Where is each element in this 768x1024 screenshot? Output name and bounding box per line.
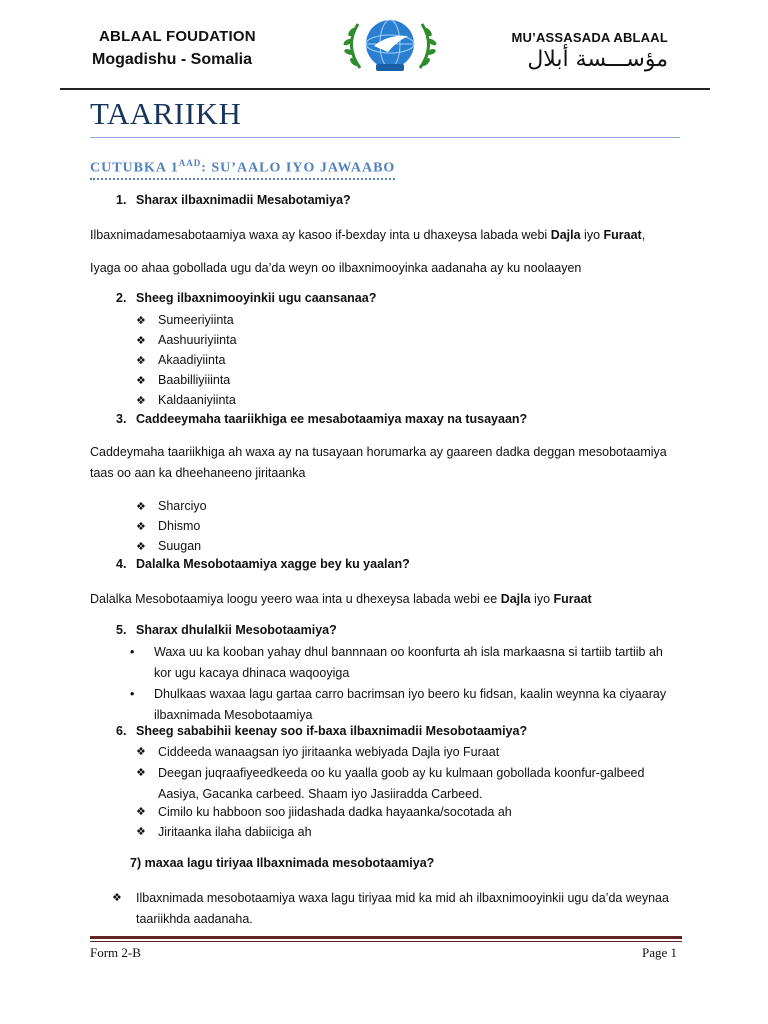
answer-4: Dalalka Mesobotaamiya loogu yeero waa inta u dhexeysa labada webi ee Dajla iyo Furaat (90, 592, 592, 606)
page-title: TAARIIKH (90, 96, 242, 131)
chapter-suffix: : SU’AALO IYO JAWAABO (201, 160, 396, 176)
diamond-bullet-icon: ❖ (136, 541, 146, 553)
diamond-bullet-icon: ❖ (136, 826, 146, 838)
org-name-somali: MU’ASSASADA ABLAAL (511, 30, 668, 45)
question-3: 3. Caddeeymaha taariikhiga ee mesabotaamiya maxay na tusayaan? (116, 412, 528, 426)
chapter-sup: AAD (178, 158, 202, 168)
diamond-bullet-icon: ❖ (136, 501, 146, 513)
foundation-logo (338, 12, 442, 78)
list-item: ❖ Akaadiyiinta (136, 350, 676, 371)
bullet-icon: • (130, 645, 135, 659)
question-5: 5. Sharax dhulalkii Mesobotaamiya? (116, 623, 337, 637)
list-item: ❖ Sharciyo (136, 496, 676, 517)
question-2: 2. Sheeg ilbaxnimooyinkii ugu caansanaa? (116, 291, 377, 305)
chapter-prefix: CUTUBKA 1 (90, 160, 179, 176)
diamond-bullet-icon: ❖ (136, 806, 146, 818)
org-block-left (92, 28, 256, 69)
diamond-bullet-icon: ❖ (136, 375, 146, 387)
question-6: 6. Sheeg sababihii keenay soo if-baxa ilbaxnimadii Mesobotaamiya? (116, 724, 528, 738)
list-item: • Waxa uu ka kooban yahay dhul bannnaan oo koonfurta ah isla markaasna si tartiib tartiib ah kor ugu kacaya dhinaca waqooyiga (130, 642, 680, 684)
footer-form-label: Form 2-B (90, 945, 141, 960)
list-item: ❖ Ciddeeda wanaagsan iyo jiritaanka webiyada Dajla iyo Furaat (136, 742, 676, 763)
diamond-bullet-icon: ❖ (136, 335, 146, 347)
diamond-bullet-icon: ❖ (136, 315, 146, 327)
list-item: ❖ Kaldaaniyiinta (136, 390, 676, 411)
list-item: • Dhulkaas waxaa lagu gartaa carro bacrimsan iyo beero ku fidsan, kaalin weynna ka ciyaaray ilbaxnimada Mesobotaamiya (130, 684, 680, 726)
question-1: 1. Sharax ilbaxnimadii Mesabotamiya? (116, 193, 351, 207)
list-item: ❖ Suugan (136, 536, 676, 557)
org-name-arabic: مؤســـسة أبلال (527, 47, 668, 72)
diamond-bullet-icon: ❖ (136, 521, 146, 533)
list-item: ❖ Cimilo ku habboon soo jiidashada dadka hayaanka/socotada ah (136, 802, 676, 823)
list-item: ❖ Sumeeriyiinta (136, 310, 676, 331)
list-item: ❖ Ilbaxnimada mesobotaamiya waxa lagu tiriyaa mid ka mid ah ilbaxnimooyinkii ugu da’da weynaa taariikhda aadanaha. (112, 888, 682, 930)
bullet-icon: • (130, 687, 135, 701)
header-divider (60, 88, 710, 90)
diamond-bullet-icon: ❖ (136, 395, 146, 407)
footer-page-number: Page 1 (641, 945, 677, 960)
chapter-heading (90, 158, 395, 180)
diamond-bullet-icon: ❖ (112, 892, 122, 904)
answer-3-line-1: Caddeymaha taariikhiga ah waxa ay na tusayaan horumarka ay gaareen dadka deggan mesobotaamiya (90, 445, 667, 459)
diamond-bullet-icon: ❖ (136, 746, 146, 758)
title-divider (90, 137, 680, 138)
question-4: 4. Dalalka Mesobotaamiya xagge bey ku yaalan? (116, 557, 410, 571)
list-item: ❖ Baabilliyiiinta (136, 370, 676, 391)
diamond-bullet-icon: ❖ (136, 767, 146, 779)
diamond-bullet-icon: ❖ (136, 355, 146, 367)
org-name: ABLAAL FOUDATION (99, 28, 256, 45)
list-item: ❖ Jiritaanka ilaha dabiiciga ah (136, 822, 676, 843)
org-city: Mogadishu - Somalia (92, 51, 253, 68)
footer-divider-thin (90, 941, 682, 942)
answer-1-line-2: Iyaga oo ahaa gobollada ugu da’da weyn oo ilbaxnimooyinka aadanaha ay ku noolaayen (90, 261, 582, 275)
answer-1-line-1: Ilbaxnimadamesabotaamiya waxa ay kasoo if-bexday inta u dhaxeysa labada webi Dajla iyo Furaat, (90, 228, 646, 242)
list-item: ❖ Aashuuriyiinta (136, 330, 676, 351)
page-header (0, 0, 768, 92)
list-item: ❖ Deegan juqraafiyeedkeeda oo ku yaalla goob ay ku kulmaan gobollada koonfur-galbeed Aasiya, Gacanka carbeed. Shaam iyo Jasiiradda Carbeed. (136, 763, 676, 805)
list-item: ❖ Dhismo (136, 516, 676, 537)
answer-3-line-2: taas oo aan ka dheehaneeno jiritaanka (90, 466, 306, 480)
org-block-right (512, 30, 668, 72)
question-7: 7) maxaa lagu tiriyaa Ilbaxnimada mesobotaamiya? (130, 856, 435, 870)
footer-divider-thick (90, 936, 682, 939)
